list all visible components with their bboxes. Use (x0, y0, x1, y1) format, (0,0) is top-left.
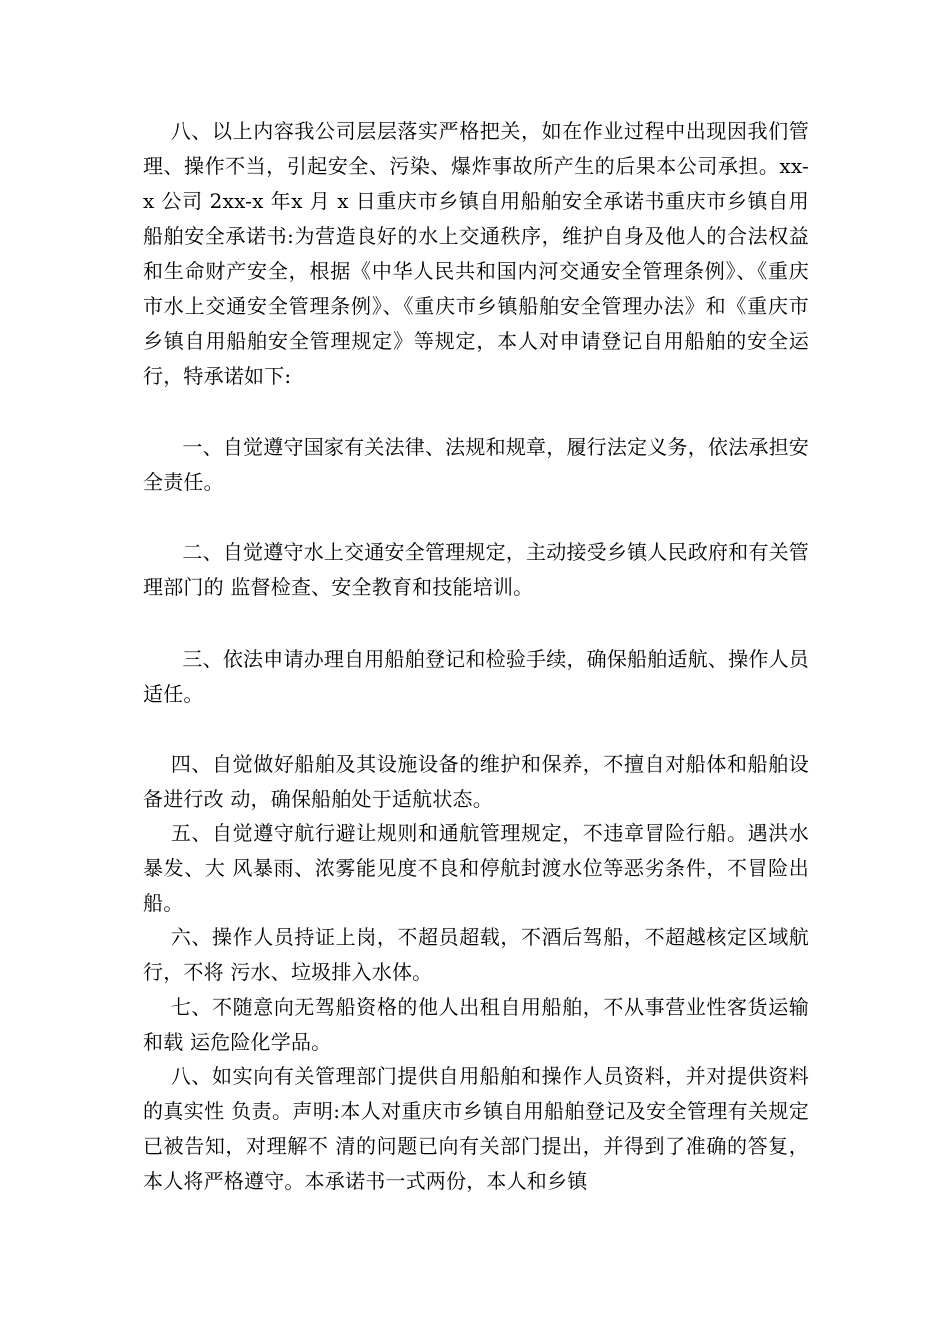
paragraph-item-2: 二、自觉遵守水上交通安全管理规定，主动接受乡镇人民政府和有关管理部门的 监督检查、安全教育和技能培训。 (143, 540, 809, 599)
paragraph-company-commitment: 八、以上内容我公司层层落实严格把关，如在作业过程中出现因我们管理、操作不当，引起安全、污染、爆炸事故所产生的后果本公司承担。xx-x 公司 2xx-x 年x 月 x 日重庆市乡镇自用船舶安全承诺书重庆市乡镇自用船舶安全承诺书:为营造良好的水上交通秩序，维护自身及他人的合法权益和生命财产安全，根据《中华人民共和国内河交通安全管理条例》、《重庆市水上交通安全管理条例》、《重庆市乡镇船舶安全管理办法》和《重庆市乡镇自用船舶安全管理规定》等规定，本人对申请登记自用船舶的安全运行，特承诺如下: (143, 119, 809, 388)
paragraph-item-6: 六、操作人员持证上岗，不超员超载，不酒后驾船，不超越核定区域航行，不将 污水、垃圾排入水体。 (143, 925, 809, 984)
paragraph-item-1: 一、自觉遵守国家有关法律、法规和规章，履行法定义务，依法承担安全责任。 (143, 435, 809, 494)
paragraph-item-8-declaration: 八、如实向有关管理部门提供自用船舶和操作人员资料，并对提供资料的真实性 负责。声明:本人对重庆市乡镇自用船舶登记及安全管理有关规定已被告知，对理解不 清的问题已向有关部门提出，并得到了准确的答复，本人将严格遵守。本承诺书一式两份，本人和乡镇 (143, 1064, 809, 1193)
paragraph-item-5: 五、自觉遵守航行避让规则和通航管理规定，不违章冒险行船。遇洪水暴发、大 风暴雨、浓雾能见度不良和停航封渡水位等恶劣条件，不冒险出船。 (143, 821, 809, 915)
paragraph-item-4: 四、自觉做好船舶及其设施设备的维护和保养，不擅自对船体和船舶设备进行改 动，确保船舶处于适航状态。 (143, 752, 809, 811)
paragraph-item-7: 七、不随意向无驾船资格的他人出租自用船舶，不从事营业性客货运输和载 运危险化学品。 (143, 995, 809, 1054)
paragraph-item-3: 三、依法申请办理自用船舶登记和检验手续，确保船舶适航、操作人员适任。 (143, 647, 809, 706)
